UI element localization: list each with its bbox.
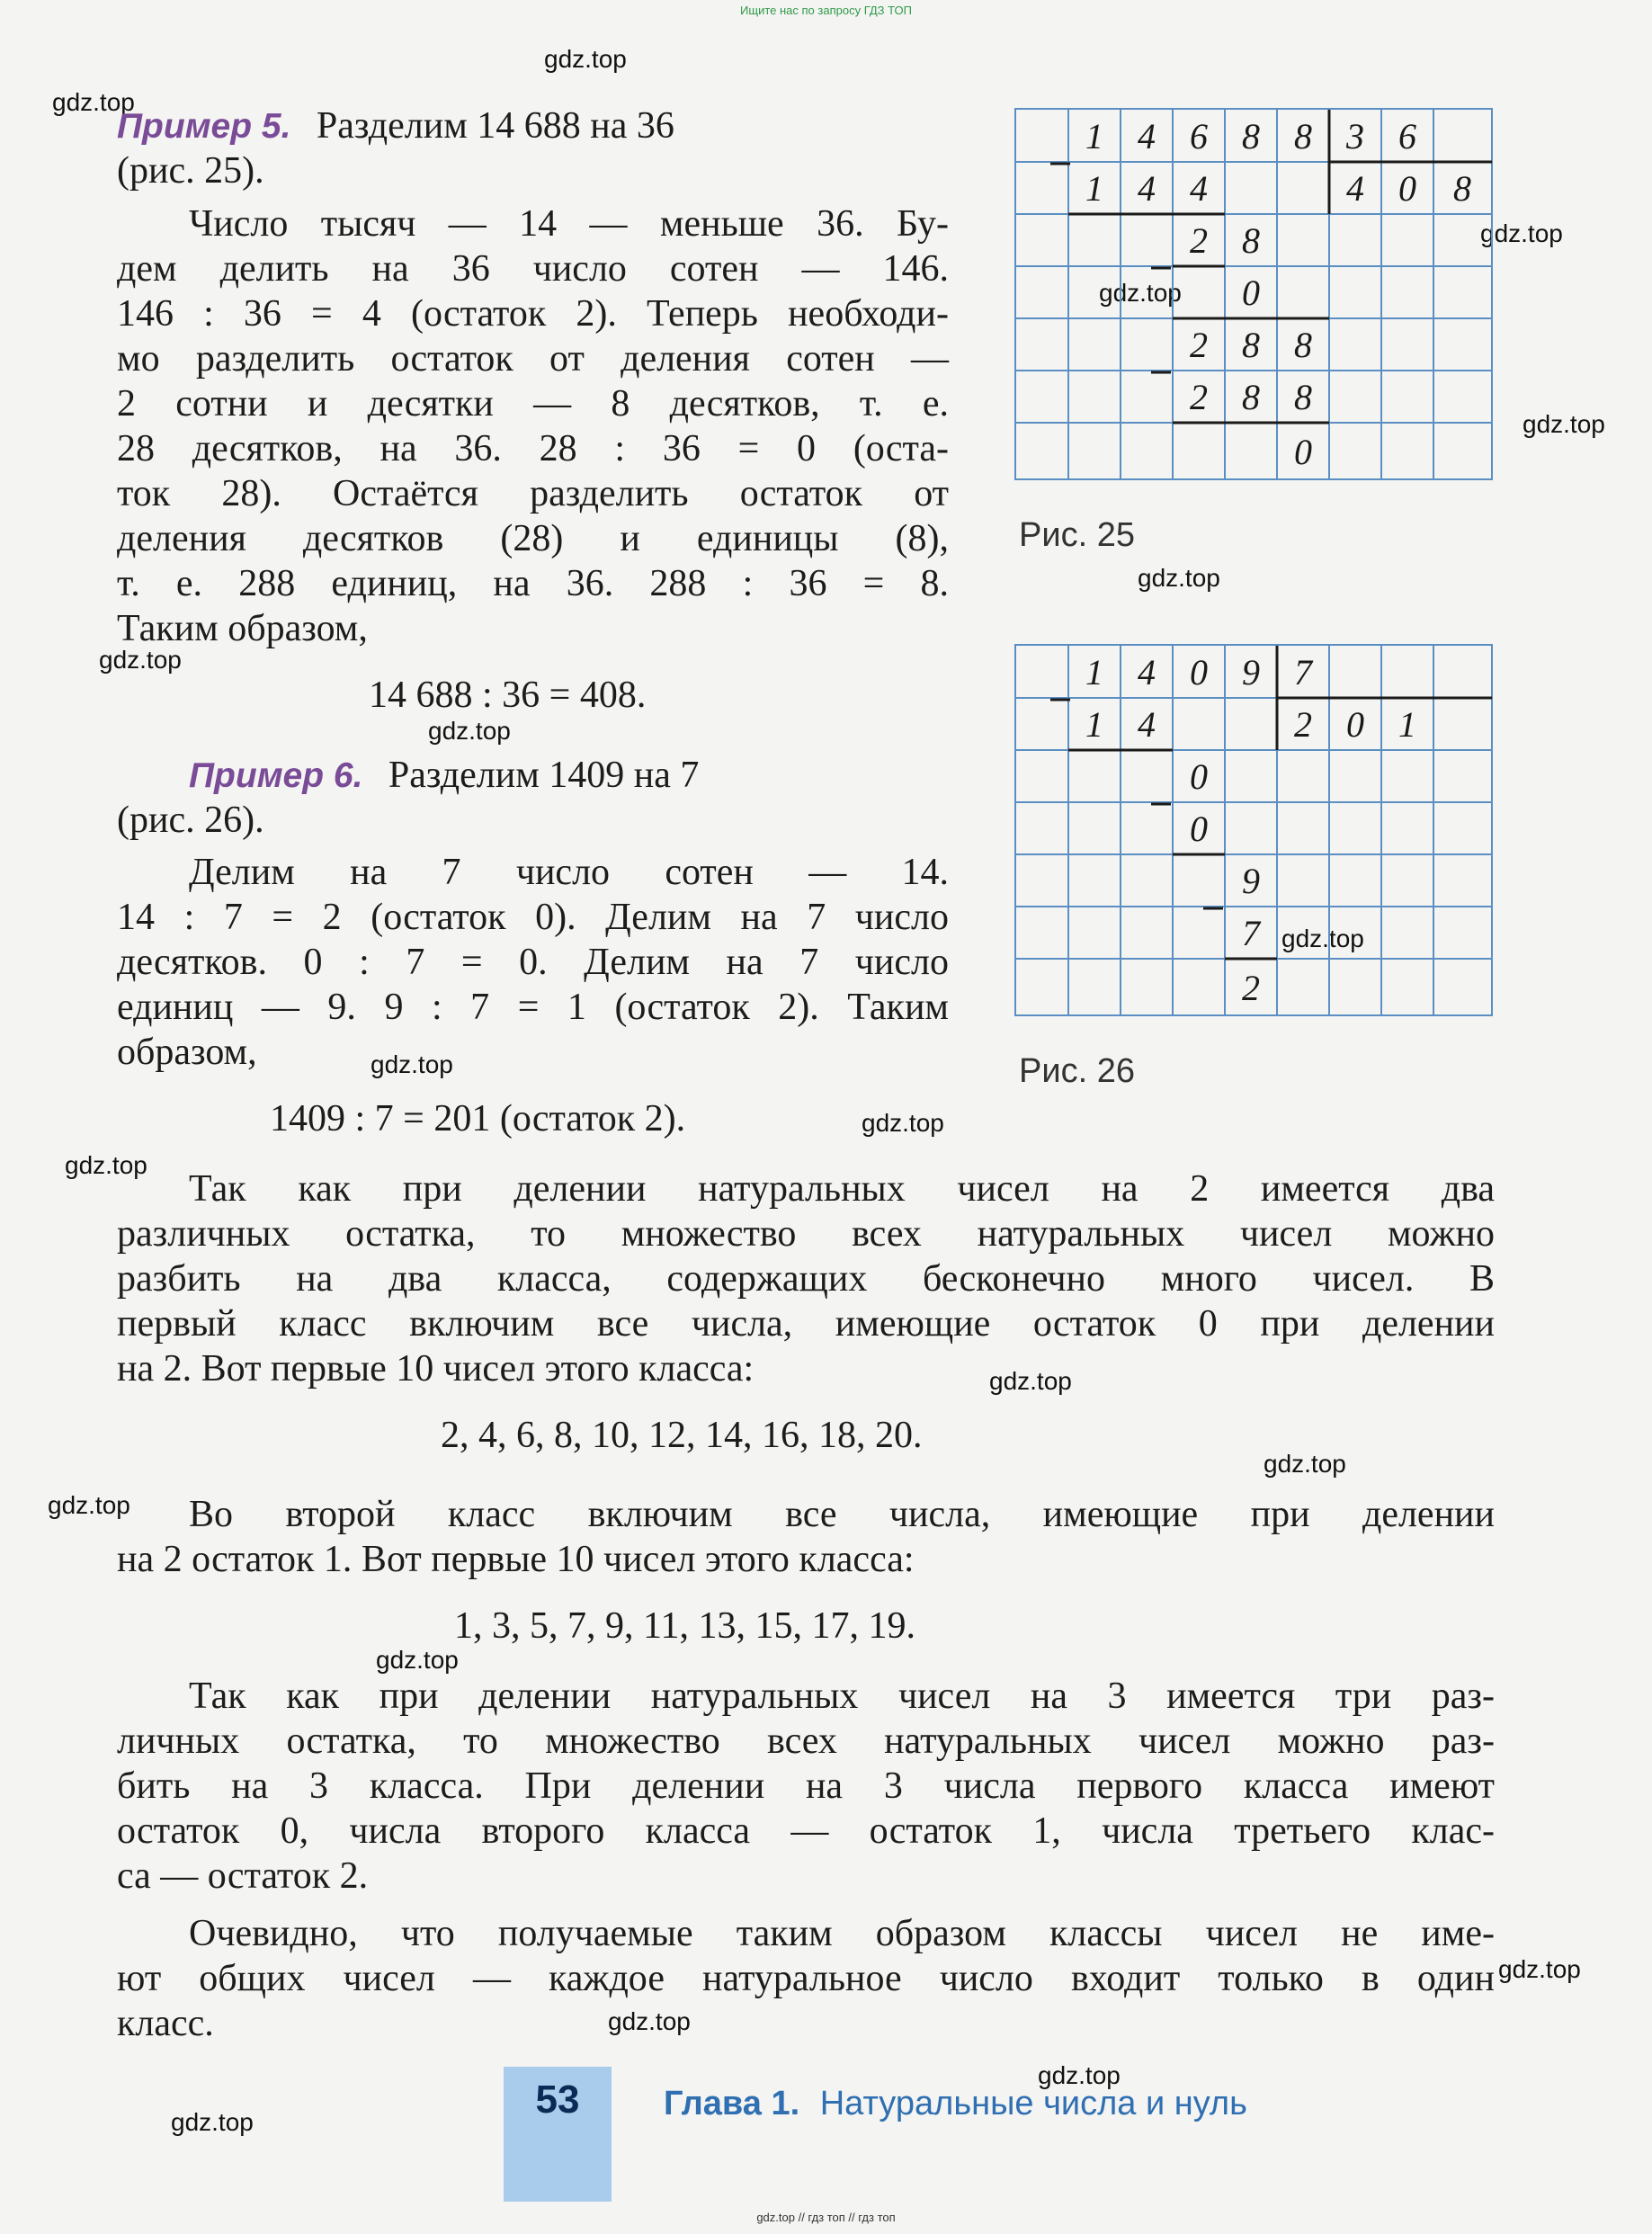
fig25-subtrahend-digit: 1 [1085,168,1103,209]
fig25-remainder-digit: 8 [1294,325,1312,365]
fig25-remainder-digit: 2 [1190,220,1208,261]
watermark: gdz.top [1099,279,1182,307]
watermark: gdz.top [1264,1450,1346,1478]
figure-26-caption: Рис. 26 [1019,1052,1135,1090]
example5-line: 2 сотни и десятки — 8 десятков, т. е. [117,383,949,424]
chapter-label: Глава 1. [664,2085,800,2122]
watermark: gdz.top [1523,410,1605,438]
watermark: gdz.top [1138,564,1220,592]
watermark: gdz.top [544,45,627,73]
paragraph-line: личных остатка, то множество всех натуральных чисел можно раз- [117,1720,1495,1762]
example5-line: дем делить на 36 число сотен — 146. [117,248,949,290]
fig26-quotient-digit: 1 [1398,704,1416,745]
example5-line: 146 : 36 = 4 (остаток 2). Теперь необходи- [117,293,949,335]
watermark: gdz.top [1038,2061,1121,2089]
example5-line: Таким образом, [117,608,368,649]
example6-first-line: Пример 6. Разделим 1409 на 7 [189,755,700,796]
paragraph-line: класс. [117,2003,214,2044]
fig25-dividend-digit: 4 [1138,116,1156,156]
watermark: gdz.top [52,88,135,116]
fig26-dividend-digit: 1 [1085,652,1103,693]
paragraph-line: Очевидно, что получаемые таким образом классы чисел не име- [189,1913,1495,1954]
paragraph-line: ют общих чисел — каждое натуральное число входит только в один [117,1958,1495,1999]
watermark: gdz.top [99,646,182,674]
fig26-remainder-digit: 0 [1190,756,1208,797]
watermark: gdz.top [428,717,511,745]
fig26-remainder-digit: 9 [1242,861,1260,901]
fig25-subtrahend-digit: 8 [1294,377,1312,417]
fig25-subtrahend-digit: 0 [1242,273,1260,313]
fig26-quotient-digit: 0 [1346,704,1364,745]
paragraph-line: бить на 3 класса. При делении на 3 числа первого класса имеют [117,1765,1495,1807]
fig25-remainder-digit: 0 [1294,432,1312,472]
fig25-subtrahend-digit: 8 [1242,377,1260,417]
paragraph-line: Так как при делении натуральных чисел на 2 имеется два [189,1168,1495,1210]
paragraph-line: разбить на два класса, содержащих бесконечно много чисел. В [117,1258,1495,1300]
example5-title: Пример 5. [117,107,291,146]
fig26-dividend-digit: 0 [1190,652,1208,693]
watermark: gdz.top [989,1367,1072,1395]
example5-first-line: Пример 5. Разделим 14 688 на 36 [117,105,674,147]
fig25-dividend-digit: 6 [1190,116,1208,156]
paragraph-line: первый класс включим все числа, имеющие остаток 0 при делении [117,1303,1495,1345]
even-numbers: 2, 4, 6, 8, 10, 12, 14, 16, 18, 20. [441,1415,923,1456]
paragraph-line: Во второй класс включим все числа, имеющие при делении [189,1494,1495,1535]
fig26-subtrahend-digit: 1 [1085,704,1103,745]
fig26-dividend-digit: 4 [1138,652,1156,693]
watermark: gdz.top [65,1151,147,1179]
example5-line: (рис. 25). [117,150,264,192]
example5-line: деления десятков (28) и единицы (8), [117,518,949,559]
fig25-quotient-digit: 8 [1453,168,1471,209]
chapter-footer [664,2085,1247,2123]
watermark: gdz.top [862,1109,944,1137]
watermark: gdz.top [608,2007,691,2035]
example6-line: десятков. 0 : 7 = 0. Делим на 7 число [117,942,949,983]
footer-note: gdz.top // гдз топ // гдз топ [756,2211,896,2224]
example5-result: 14 688 : 36 = 408. [369,675,647,716]
example5-line: Число тысяч — 14 — меньше 36. Бу- [189,203,949,245]
paragraph-line: остаток 0, числа второго класса — остаток 1, числа третьего клас- [117,1810,1495,1852]
paragraph-line: Так как при делении натуральных чисел на 3 имеется три раз- [189,1676,1495,1717]
paragraph-line: са — остаток 2. [117,1855,369,1897]
fig25-divisor-digit: 6 [1398,116,1416,156]
fig26-divisor-digit: 7 [1294,652,1312,693]
watermark: gdz.top [171,2108,254,2136]
fig26-subtrahend-digit: 4 [1138,704,1156,745]
page-number: 53 [535,2078,580,2122]
fig25-remainder-digit: 2 [1190,325,1208,365]
example5-line: мо разделить остаток от деления сотен — [117,338,949,380]
fig25-subtrahend-digit: 4 [1138,168,1156,209]
fig25-dividend-digit: 1 [1085,116,1103,156]
fig26-remainder-digit: 2 [1242,968,1260,1008]
watermark: gdz.top [376,1646,459,1674]
fig25-remainder-digit: 8 [1242,325,1260,365]
fig25-subtrahend-digit: 2 [1190,377,1208,417]
example6-line: (рис. 26). [117,800,264,841]
odd-numbers: 1, 3, 5, 7, 9, 11, 13, 15, 17, 19. [454,1605,915,1647]
example6-line: единиц — 9. 9 : 7 = 1 (остаток 2). Таким [117,987,949,1028]
fig26-dividend-digit: 9 [1242,652,1260,693]
example6-result: 1409 : 7 = 201 (остаток 2). [270,1098,686,1139]
example6-line: образом, [117,1032,257,1073]
paragraph-line: на 2 остаток 1. Вот первые 10 чисел этого класса: [117,1539,915,1580]
watermark: gdz.top [1480,219,1563,247]
fig25-quotient-digit: 0 [1398,168,1416,209]
header-note: Ищите нас по запросу ГДЗ ТОП [740,4,912,17]
example6-title: Пример 6. [189,756,363,795]
figure-25-caption: Рис. 25 [1019,516,1135,554]
watermark: gdz.top [1281,925,1364,952]
example5-line: ток 28). Остаётся разделить остаток от [117,473,949,514]
fig25-divisor-digit: 3 [1346,116,1364,156]
fig25-quotient-digit: 4 [1346,168,1364,209]
paragraph-line: на 2. Вот первые 10 чисел этого класса: [117,1348,755,1390]
example6-line: Делим на 7 число сотен — 14. [189,852,949,893]
example6-line: 14 : 7 = 2 (остаток 0). Делим на 7 число [117,897,949,938]
figure-25-long-division [1014,108,1493,480]
paragraph-line: различных остатка, то множество всех натуральных чисел можно [117,1213,1495,1255]
example5-line: 28 десятков, на 36. 28 : 36 = 0 (оста- [117,428,949,469]
fig25-dividend-digit: 8 [1294,116,1312,156]
fig26-quotient-digit: 2 [1294,704,1312,745]
watermark: gdz.top [48,1491,130,1519]
fig25-subtrahend-digit: 4 [1190,168,1208,209]
chapter-title: Натуральные числа и нуль [819,2085,1247,2122]
figure-26-long-division [1014,644,1493,1016]
fig25-dividend-digit: 8 [1242,116,1260,156]
fig26-subtrahend-digit: 7 [1242,913,1260,953]
fig25-remainder-digit: 8 [1242,220,1260,261]
watermark: gdz.top [371,1050,453,1078]
example5-line: т. е. 288 единиц, на 36. 288 : 36 = 8. [117,563,949,604]
fig26-subtrahend-digit: 0 [1190,809,1208,849]
watermark: gdz.top [1498,1955,1581,1983]
